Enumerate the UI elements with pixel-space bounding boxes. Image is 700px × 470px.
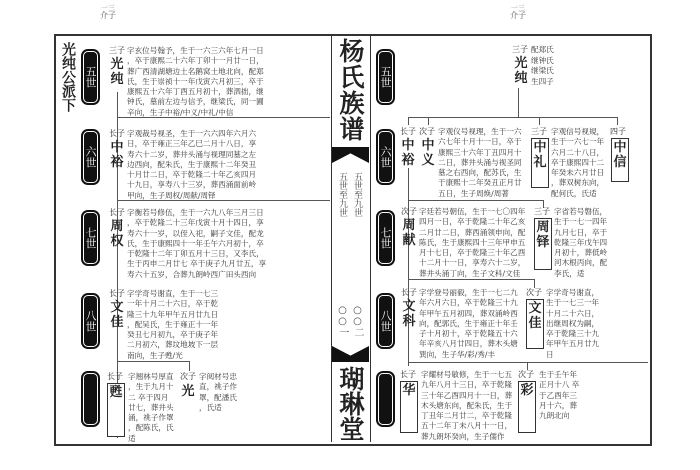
branch-line	[117, 361, 189, 362]
person-name: 文佳	[526, 299, 544, 349]
entry-role: 三子	[534, 207, 550, 216]
generation-label-9	[83, 373, 98, 425]
generation-label-6: 六世	[83, 131, 98, 183]
person-name: 周献	[402, 218, 416, 248]
branch-line	[408, 279, 534, 280]
branch-line	[408, 362, 648, 363]
branch-line	[527, 362, 528, 370]
header-label: 介子	[100, 11, 116, 20]
entry-role: 长子	[400, 127, 416, 136]
person-name: 甦	[107, 383, 125, 437]
entry-biography: 配郑氏 继钟氏 继梁氏 生四子	[531, 45, 554, 86]
lineage-line	[518, 88, 519, 117]
person-name: 文佳	[110, 300, 124, 330]
generation-label-5: 五世	[378, 51, 393, 103]
entry-role: 三子	[109, 46, 125, 55]
entry-biography: 字省若号磐伍， 生于一七一四年 九月七日，卒于 乾隆三年戊午四 月初十，葬低岭 河木根丙向，配 李氏，适	[554, 207, 608, 278]
entry-role: 长子	[400, 370, 416, 379]
entry-role: 长子	[109, 129, 125, 138]
entry-role: 次子	[518, 370, 534, 379]
entry-biography: 字耀材号敏修，生于一七五 九年八月十三日，卒于乾隆 三十年乙酉四月十一日，葬 木头塘东向，配朱氏，生于 丁丑年二月廿二，卒于乾隆 五十二年丁未八月十一日， 葬九朗坏癸向，生子儒作	[421, 370, 513, 441]
person-name: 周铎	[534, 218, 552, 270]
entry-role: 长子	[401, 288, 417, 297]
generation-label-7: 七世	[378, 212, 393, 264]
generation-range-right: 五世至九世	[352, 172, 362, 217]
entry-biography: 字衡若号修伍，生于一六九八年三月三日 ，卒于乾隆二十三年戊寅十月十四日，享 寿六十一岁，以侄入祀，嗣子文佳，配龙 氏，生于康熙四十一年壬午六月初十，卒 于乾隆十二年丁卯五月十三日，又李氏， 生于丙申二月廿七 卒于庚子九月廿五，享 寿六十五岁，合葬九朗岭西广田头西向	[127, 208, 267, 279]
branch-line	[534, 279, 535, 288]
entry-biography: 字阅材号忠 直，祧子作 罩，配潘氏 ，氏适	[199, 372, 237, 412]
entry-biography: 字学登号丽毅，生于一七二九 年六月六日，卒于乾隆三十九 年甲午五月初四，葬双涌岭西 向，配郭氏，生于雍正十年壬 子十月初十，卒于乾隆五十六 年辛亥八月廿四日，葬木头塘 巽向，生子华/彩/秀/丰	[419, 288, 518, 359]
branch-line	[617, 117, 618, 125]
generation-label-9	[378, 373, 393, 425]
left-page-header	[93, 4, 123, 20]
entry-biography: 字翘林号厚直 ，生于九月十 二 卒于四月 廿七，葬井头 涌，祧子作罩 ，配陈氏，氏 适	[128, 372, 174, 443]
entry-biography: 字观仪号视理，生于一六 六七年十月十一日，卒于 康熙三十六年丁丑四月十 二日，葬井头涌与视圣同 墓之右西向，配苏氏，生 于康熙十二年癸丑正月廿 五日，生子周焕/周著	[438, 127, 522, 198]
entry-biography: 字学奇号谢直，生于一七三 一年十月二十六日，卒于乾 隆三十九年甲午五月廿九日 ，配吴氏，生于雍正十一年 癸丑七月初九，卒于庚子年 二月初六，葬坟地坡下一层 南向，生子甦/光	[127, 289, 219, 360]
generation-range-left: 五世至九世	[337, 172, 347, 217]
header-label: 介子	[510, 11, 526, 20]
entry-role: 长子	[107, 372, 123, 381]
person-name: 光	[181, 384, 195, 399]
generation-label-8: 八世	[378, 295, 393, 347]
entry-role: 三子	[512, 45, 528, 54]
person-name: 周权	[110, 219, 124, 249]
entry-biography: 生于壬午年 正月十八 卒 于乙酉年三 月十六，葬 九朗北向	[539, 370, 580, 421]
person-name: 中信	[611, 138, 629, 182]
person-name: 中裕	[401, 138, 415, 168]
entry-role: 次子	[180, 372, 196, 381]
person-name: 光纯	[514, 56, 528, 86]
branch-line	[408, 200, 544, 201]
person-name: 光纯	[110, 57, 124, 87]
entry-role: 次子	[401, 207, 417, 216]
branch-line	[408, 117, 618, 118]
person-name: 中裕	[110, 140, 124, 170]
entry-role: 长子	[109, 208, 125, 217]
entry-role: 次子	[526, 288, 542, 297]
page-number-right: ○○二	[352, 305, 363, 337]
person-name: 彩	[518, 381, 536, 433]
lineage-line	[408, 168, 409, 366]
person-name: 华	[400, 381, 418, 433]
hall-name: 瑚琳堂	[336, 366, 365, 441]
generation-label-6: 六世	[378, 131, 393, 183]
generation-label-7: 七世	[83, 212, 98, 264]
branch-line	[428, 117, 429, 125]
branch-line	[539, 117, 540, 125]
generation-label-5: 五世	[83, 51, 98, 103]
person-name: 中义	[421, 138, 435, 168]
entry-role: 四子	[610, 127, 626, 136]
branch-line	[189, 361, 190, 371]
page-number-left: ○○一	[337, 305, 348, 337]
person-name: 中礼	[531, 138, 549, 188]
header-number: 一三	[511, 4, 525, 12]
generation-label-8: 八世	[83, 295, 98, 347]
branch-title: 光纯公派下	[60, 42, 76, 112]
entry-biography: 字观裁号视圣，生于一六六四年六月六 日，卒于雍正三年乙巳二月十八日，享 寿六十二岁，葬井头涌与视理同墓之左 边西向，配朱氏，生于康熙十二年癸丑 十月廿二日，卒于乾隆二十年乙亥四月 十九日，享寿八十三岁，葬西涌面前岭 甲向，生子周权/周献/周铎	[127, 129, 257, 200]
entry-biography: 字观信号视規， 生于一六七一年 六月二十八日， 卒于康熙四十二 年癸未六月廿日 ，葬双树东向， 配何氏，氏适	[551, 127, 605, 198]
entry-role: 三子	[531, 127, 547, 136]
header-number: 一三	[101, 4, 115, 12]
entry-biography: 字廷若号朝伍，生于一七〇四年 四月一日，卒于乾隆二十年乙亥 二月廿二日，葬西涌领申向，配 陈氏，生于康熙四十三年甲申五 月十七日，卒于乾隆三十年乙酉 十二月十一日，享寿六十二岁， 葬井头涌丁向，生子文科/文佳	[419, 207, 526, 278]
branch-line	[408, 117, 409, 125]
entry-biography: 字玄位号翰予，生于一六三六年七月一日 ，卒于康熙二十六年丁卯十一月廿一日， 葬广西清湖塘边土名鹅窝土地北向，配郑 氏，生于崇祯十一年戊寅六月初三，卒于 康熙五十六年丁酉五月初十，葬泗拙，继 钟氏，墓前左边与信予，继梁氏，同一圃 辛向，生子中裕/中义/中礼/中信	[127, 46, 264, 117]
book-title: 杨氏族谱	[336, 38, 365, 142]
entry-role: 长子	[109, 289, 125, 298]
entry-role: 次子	[419, 127, 435, 136]
right-page-header	[503, 4, 533, 20]
entry-biography: 字学奇号谢直， 生于一七三一年 十月二十六日， 出继周权为嗣， 卒于乾隆三十九 年甲午五月廿九 日	[546, 288, 600, 359]
person-name: 文科	[402, 299, 416, 329]
